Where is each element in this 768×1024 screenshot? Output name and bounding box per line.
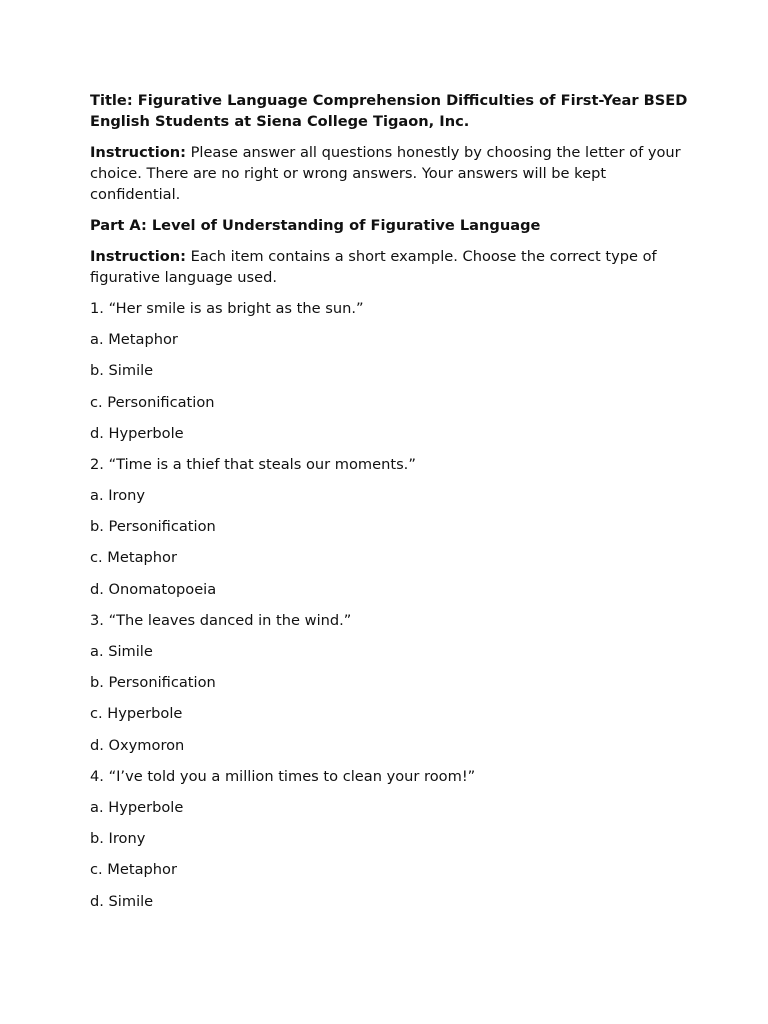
answer-option: c. Metaphor — [90, 549, 177, 567]
answer-option: a. Metaphor — [90, 331, 178, 349]
question-prompt: 4. “I’ve told you a million times to clean your room!” — [90, 767, 476, 785]
answer-option: c. Metaphor — [90, 861, 177, 879]
general-instruction-label: Instruction: — [90, 143, 186, 161]
answer-option: c. Hyperbole — [90, 705, 183, 723]
answer-option: b. Simile — [90, 362, 154, 380]
answer-option: b. Irony — [90, 830, 146, 848]
question-1 — [90, 299, 690, 445]
answer-option: d. Hyperbole — [90, 424, 184, 442]
answer-option: a. Hyperbole — [90, 798, 184, 816]
answer-option: c. Personification — [90, 393, 215, 411]
question-prompt: 3. “The leaves danced in the wind.” — [90, 611, 352, 629]
question-prompt: 1. “Her smile is as bright as the sun.” — [90, 299, 364, 317]
answer-option: b. Personification — [90, 674, 216, 692]
part-a-instruction — [90, 247, 690, 289]
question-prompt: 2. “Time is a thief that steals our moments.” — [90, 455, 416, 473]
document-page — [90, 91, 690, 923]
part-a-instruction-text: Each item contains a short example. Choose the correct type of figurative language used. — [90, 247, 657, 286]
question-3 — [90, 611, 690, 757]
general-instruction — [90, 143, 690, 205]
document-title: Title: Figurative Language Comprehension Difficulties of First-Year BSED English Students at Siena College Tigaon, Inc. — [90, 92, 688, 130]
part-a-heading: Part A: Level of Understanding of Figurative Language — [90, 216, 541, 234]
question-4 — [90, 767, 690, 913]
answer-option: d. Simile — [90, 892, 154, 910]
answer-option: d. Onomatopoeia — [90, 580, 217, 598]
part-a-instruction-label: Instruction: — [90, 247, 186, 265]
answer-option: a. Irony — [90, 487, 146, 505]
general-instruction-text: Please answer all questions honestly by choosing the letter of your choice. There are no right or wrong answers. Your answers will be kept confidential. — [90, 143, 681, 203]
answer-option: b. Personification — [90, 518, 216, 536]
answer-option: d. Oxymoron — [90, 736, 185, 754]
question-2 — [90, 455, 690, 601]
answer-option: a. Simile — [90, 643, 153, 660]
